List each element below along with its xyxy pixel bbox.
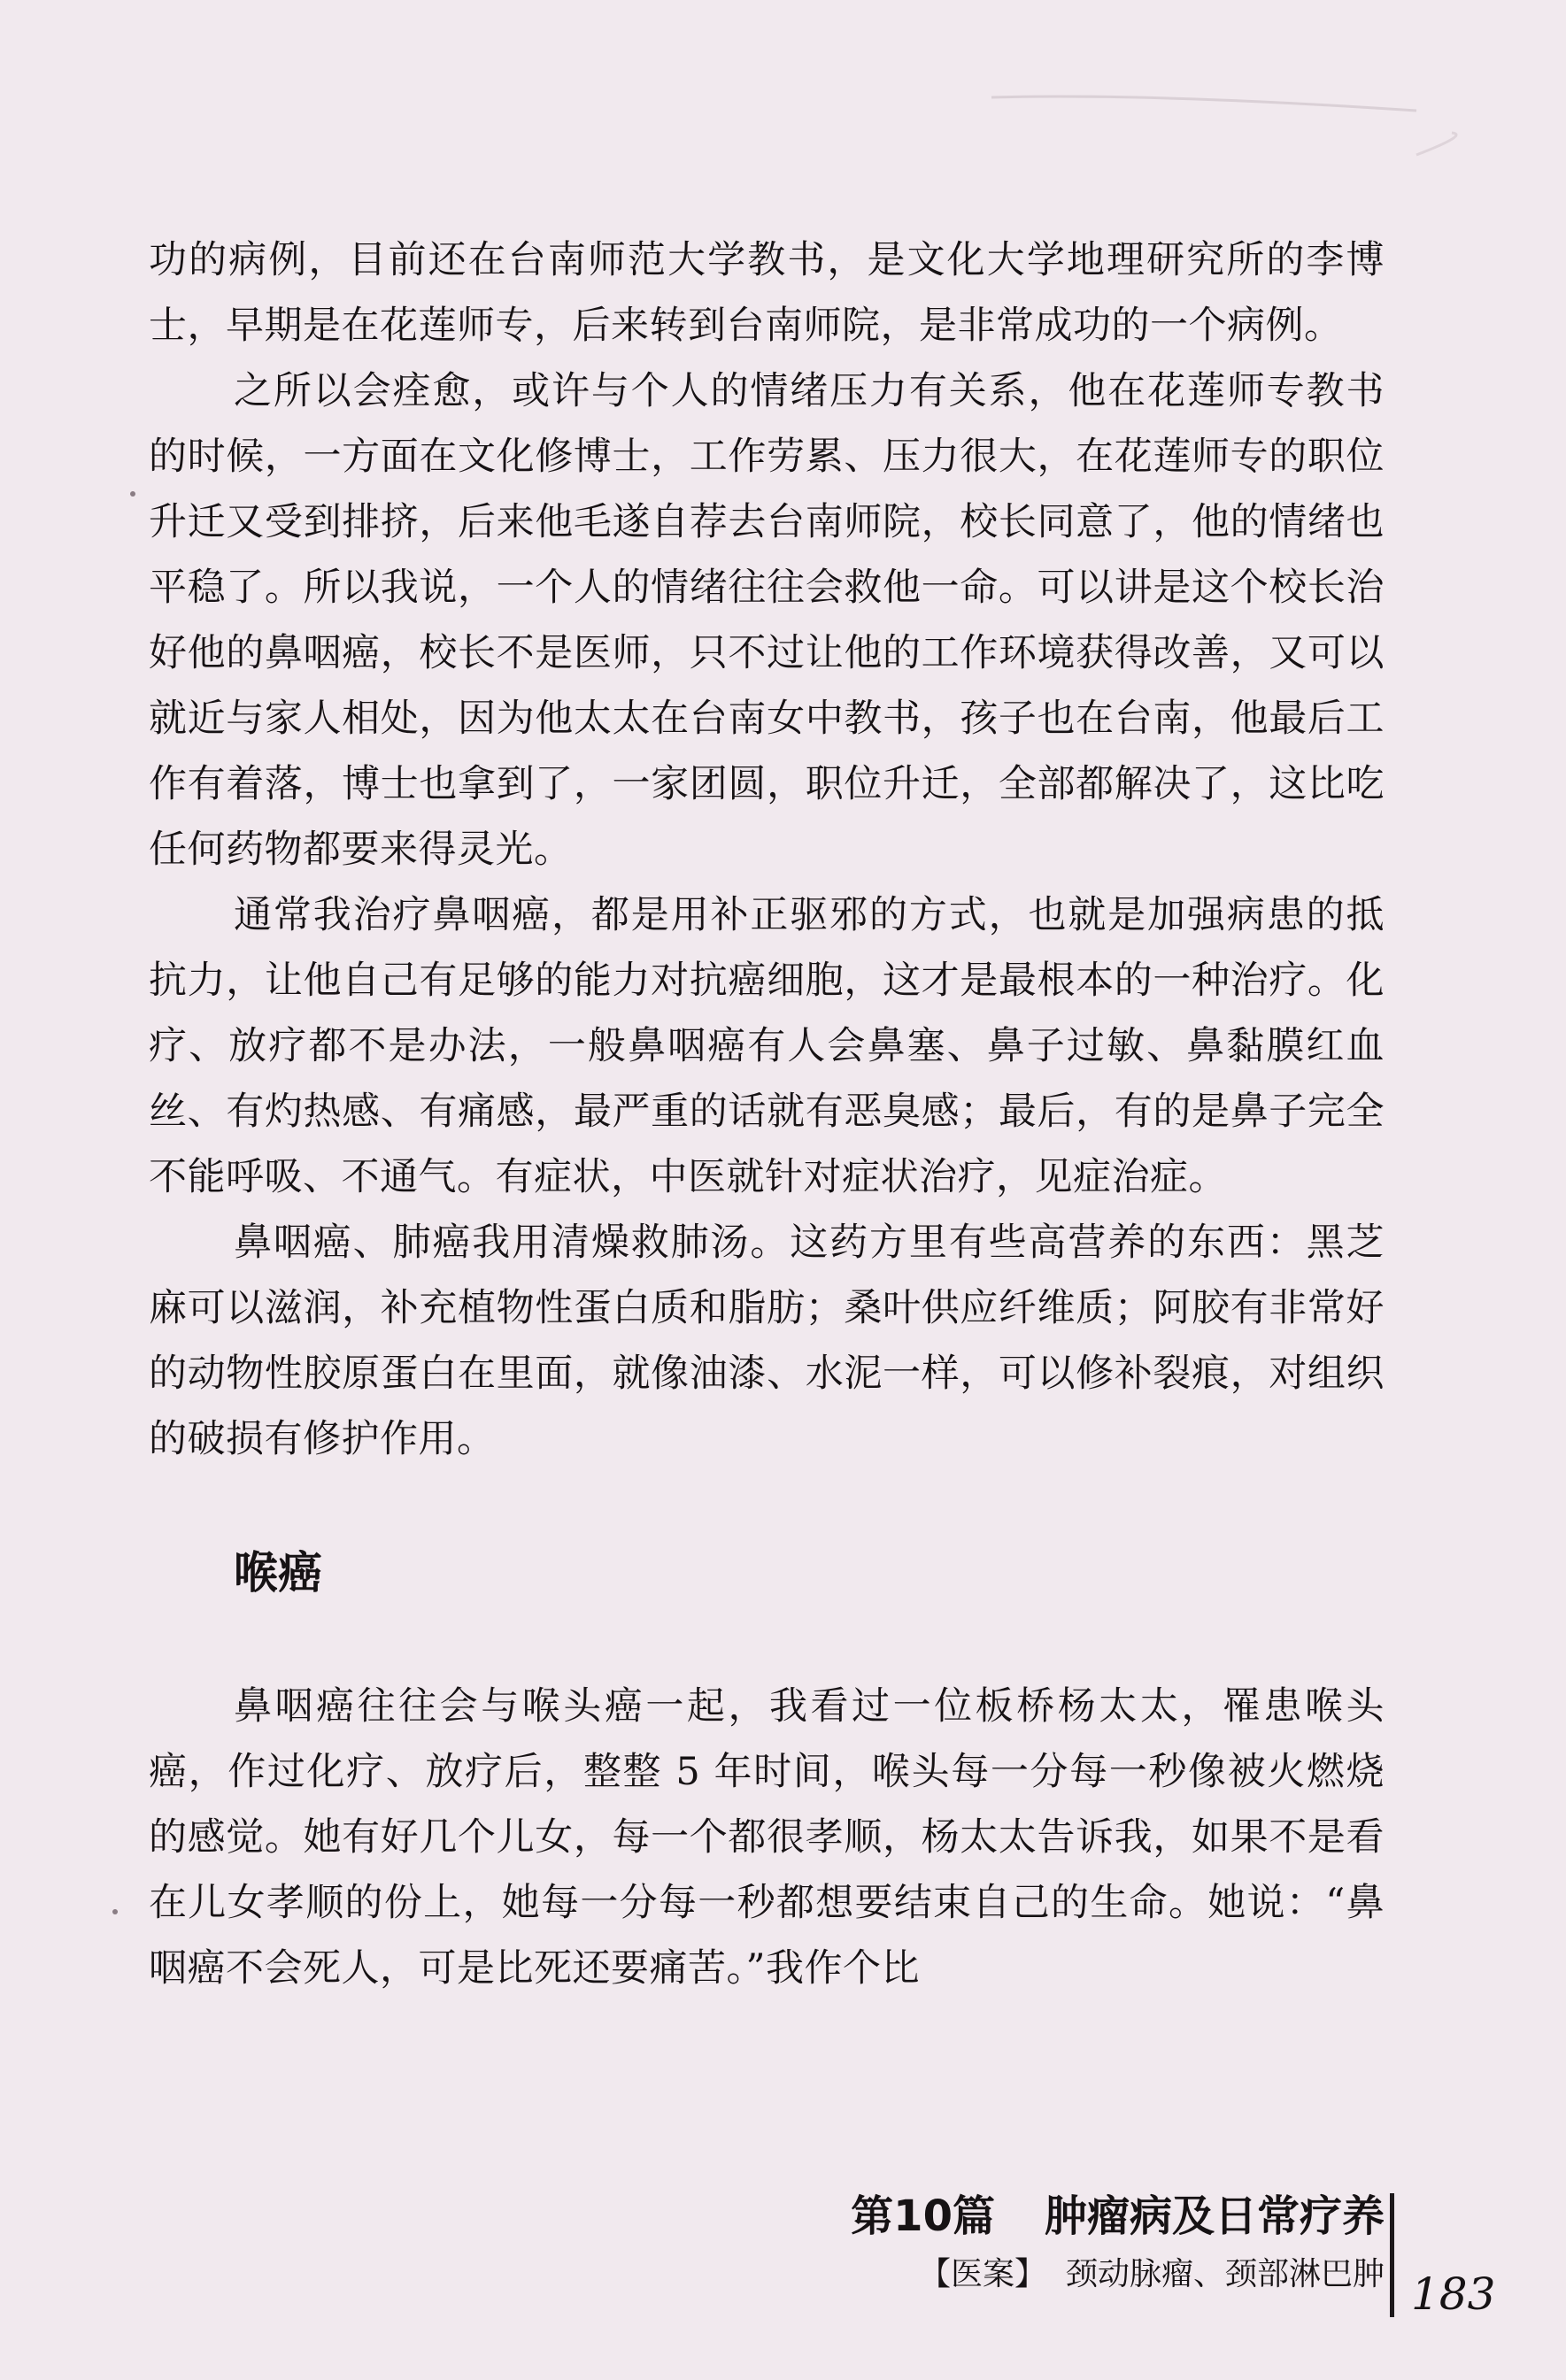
body-text bbox=[149, 227, 1385, 2001]
case-tag: 【医案】 bbox=[918, 2256, 1046, 2292]
paragraph-3: 通常我治疗鼻咽癌，都是用补正驱邪的方式，也就是加强病患的抵抗力，让他自己有足够的能力对抗癌细胞，这才是最根本的一种治疗。化疗、放疗都不是办法，一般鼻咽癌有人会鼻塞、鼻子过敏、鼻黏膜红血丝、有灼热感、有痛感，最严重的话就有恶臭感；最后，有的是鼻子完全不能呼吸、不通气。有症状，中医就针对症状治疗，见症治症。 bbox=[149, 893, 1385, 1199]
case-line bbox=[851, 2246, 1385, 2303]
chapter-number: 第10篇 bbox=[851, 2191, 995, 2241]
chapter-title-line bbox=[851, 2186, 1385, 2246]
paragraph-4: 鼻咽癌、肺癌我用清燥救肺汤。这药方里有些高营养的东西：黑芝麻可以滋润，补充植物性蛋白质和脂肪；桑叶供应纤维质；阿胶有非常好的动物性胶原蛋白在里面，就像油漆、水泥一样，可以修补裂痕，对组织的破损有修护作用。 bbox=[149, 1221, 1385, 1461]
paragraph-5: 鼻咽癌往往会与喉头癌一起，我看过一位板桥杨太太，罹患喉头癌，作过化疗、放疗后，整整 5 年时间，喉头每一分每一秒像被火燃烧的感觉。她有好几个儿女，每一个都很孝顺，杨太太告诉我，如果不是看在儿女孝顺的份上，她每一分每一秒都想要结束自己的生命。她说：“鼻咽癌不会死人，可是比死还要痛苦。”我作个比 bbox=[149, 1684, 1385, 1991]
chapter-title: 肿瘤病及日常疗养 bbox=[1044, 2191, 1385, 2241]
footer-divider bbox=[1390, 2193, 1394, 2317]
paragraph-2: 之所以会痊愈，或许与个人的情绪压力有关系，他在花莲师专教书的时候，一方面在文化修博士，工作劳累、压力很大，在花莲师专的职位升迁又受到排挤，后来他毛遂自荐去台南师院，校长同意了，他的情绪也平稳了。所以我说，一个人的情绪往往会救他一命。可以讲是这个校长治好他的鼻咽癌，校长不是医师，只不过让他的工作环境获得改善，又可以就近与家人相处，因为他太太在台南女中教书，孩子也在台南，他最后工作有着落，博士也拿到了，一家团圆，职位升迁，全部都解决了，这比吃任何药物都要来得灵光。 bbox=[149, 369, 1385, 872]
running-footer bbox=[851, 2186, 1385, 2303]
page-number: 183 bbox=[1411, 2268, 1496, 2320]
paragraph-1: 功的病例，目前还在台南师范大学教书，是文化大学地理研究所的李博士，早期是在花莲师专，后来转到台南师院，是非常成功的一个病例。 bbox=[149, 238, 1385, 348]
case-topic: 颈动脉瘤、颈部淋巴肿 bbox=[1065, 2256, 1385, 2292]
section-heading: 喉癌 bbox=[234, 1547, 322, 1598]
